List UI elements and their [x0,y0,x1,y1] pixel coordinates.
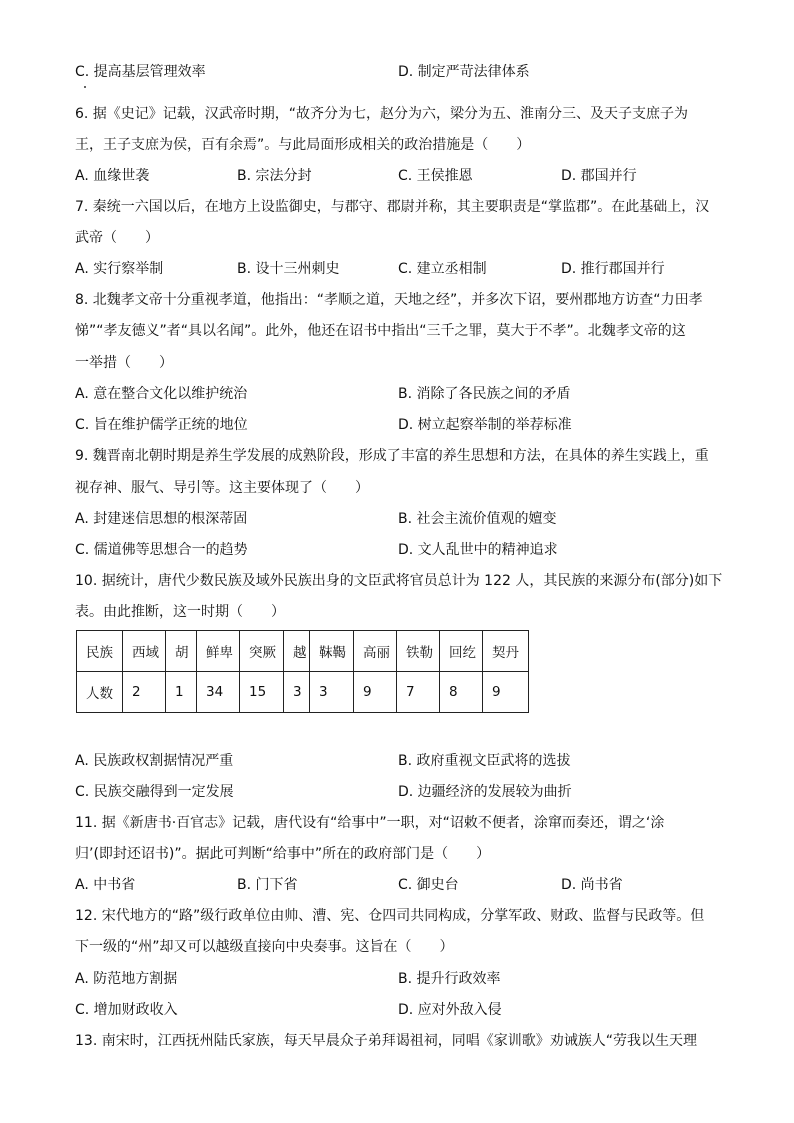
question-11-line-1: 11. 据《新唐书·百官志》记载，唐代设有“给事中”一职，对“诏敕不便者，涂窜而奏还，谓之‘涂 [75,815,665,831]
table-cell: 人数 [77,672,123,713]
q11-option-c: C. 御史台 [398,877,459,893]
table-cell: 9 [483,672,529,713]
q9-option-b: B. 社会主流价值观的嬗变 [398,511,557,527]
q6-option-a: A. 血缘世袭 [75,168,150,184]
q11-option-a: A. 中书省 [75,877,136,893]
q10-option-d: D. 边疆经济的发展较为曲折 [398,784,572,800]
question-11-line-2: 归’(即封还诏书)”。据此可判断“给事中”所在的政府部门是（ ） [75,846,491,862]
q6-option-c: C. 王侯推恩 [398,168,473,184]
question-7-line-1: 7. 秦统一六国以后，在地方上设监御史，与郡守、郡尉并称，其主要职责是“掌监郡”。在此基础上，汉 [75,199,710,215]
q7-option-c: C. 建立丞相制 [398,261,487,277]
table-cell: 8 [440,672,483,713]
table-cell: 胡 [166,631,197,672]
question-8-line-1: 8. 北魏孝文帝十分重视孝道，他指出：“孝顺之道，天地之经”，并多次下诏，要州郡地方访查“力田孝 [75,292,703,308]
table-cell: 9 [354,672,397,713]
q12-option-c: C. 增加财政收入 [75,1002,178,1018]
table-cell: 7 [397,672,440,713]
question-10-line-2: 表。由此推断，这一时期（ ） [75,604,285,620]
question-9-line-2: 视存神、服气、导引等。这主要体现了（ ） [75,480,369,496]
q11-option-b: B. 门下省 [237,877,298,893]
table-cell: 西域 [123,631,166,672]
q10-option-a: A. 民族政权割据情况严重 [75,753,234,769]
question-8-line-2: 悌”“孝友德义”者“具以名闻”。此外，他还在诏书中指出“三千之罪，莫大于不孝”。北魏孝文帝的这 [75,323,686,339]
question-6-line-1: 6. 据《史记》记载，汉武帝时期，“故齐分为七，赵分为六，梁分为五、淮南分三、及天子支庶子为 [75,106,689,122]
table-cell: 高丽 [354,631,397,672]
question-6-line-2: 王，王子支庶为侯，百有余焉”。与此局面形成相关的政治措施是（ ） [75,137,531,153]
table-cell: 越 [284,631,310,672]
table-cell: 回纥 [440,631,483,672]
q12-option-a: A. 防范地方割据 [75,971,178,987]
q9-option-c: C. 儒道佛等思想合一的趋势 [75,542,248,558]
table-cell: 3 [284,672,310,713]
table-header-row [77,631,529,672]
table-cell: 鲜卑 [197,631,240,672]
table-cell: 34 [197,672,240,713]
ethnic-distribution-table [76,630,529,713]
question-9-line-1: 9. 魏晋南北朝时期是养生学发展的成熟阶段，形成了丰富的养生思想和方法，在具体的养生实践上，重 [75,448,709,464]
table-cell: 1 [166,672,197,713]
table-row [77,672,529,713]
question-10-line-1: 10. 据统计，唐代少数民族及域外民族出身的文臣武将官员总计为 122 人，其民族的来源分布(部分)如下 [75,573,723,589]
q7-option-d: D. 推行郡国并行 [561,261,665,277]
q10-option-c: C. 民族交融得到一定发展 [75,784,234,800]
table-cell: 突厥 [240,631,284,672]
q6-option-b: B. 宗法分封 [237,168,312,184]
q8-option-d: D. 树立起察举制的举荐标准 [398,417,572,433]
table-cell: 3 [310,672,354,713]
stray-dot [84,86,86,88]
table-cell: 契丹 [483,631,529,672]
question-12-line-2: 下一级的“州”却又可以越级直接向中央奏事。这旨在（ ） [75,939,454,955]
q8-option-b: B. 消除了各民族之间的矛盾 [398,386,571,402]
q10-option-b: B. 政府重视文臣武将的选拔 [398,753,571,769]
q6-option-d: D. 郡国并行 [561,168,637,184]
table-cell: 铁勒 [397,631,440,672]
q12-option-b: B. 提升行政效率 [398,971,501,987]
question-13-line-1: 13. 南宋时，江西抚州陆氏家族，每天早晨众子弟拜谒祖祠，同唱《家训歌》劝诫族人“劳我以生天理 [75,1033,697,1049]
option-d: D. 制定严苛法律体系 [398,64,530,80]
q11-option-d: D. 尚书省 [561,877,623,893]
table-cell: 2 [123,672,166,713]
q9-option-a: A. 封建迷信思想的根深蒂固 [75,511,248,527]
question-12-line-1: 12. 宋代地方的“路”级行政单位由帅、漕、宪、仓四司共同构成，分掌军政、财政、监督与民政等。但 [75,908,705,924]
q7-option-a: A. 实行察举制 [75,261,164,277]
table-cell: 15 [240,672,284,713]
q8-option-a: A. 意在整合文化以维护统治 [75,386,248,402]
q9-option-d: D. 文人乱世中的精神追求 [398,542,558,558]
q7-option-b: B. 设十三州刺史 [237,261,340,277]
question-8-line-3: 一举措（ ） [75,355,173,371]
q12-option-d: D. 应对外敌入侵 [398,1002,502,1018]
option-c: C. 提高基层管理效率 [75,64,206,80]
q8-option-c: C. 旨在维护儒学正统的地位 [75,417,248,433]
question-7-line-2: 武帝（ ） [75,230,159,246]
table-cell: 民族 [77,631,123,672]
table-cell: 靺鞨 [310,631,354,672]
